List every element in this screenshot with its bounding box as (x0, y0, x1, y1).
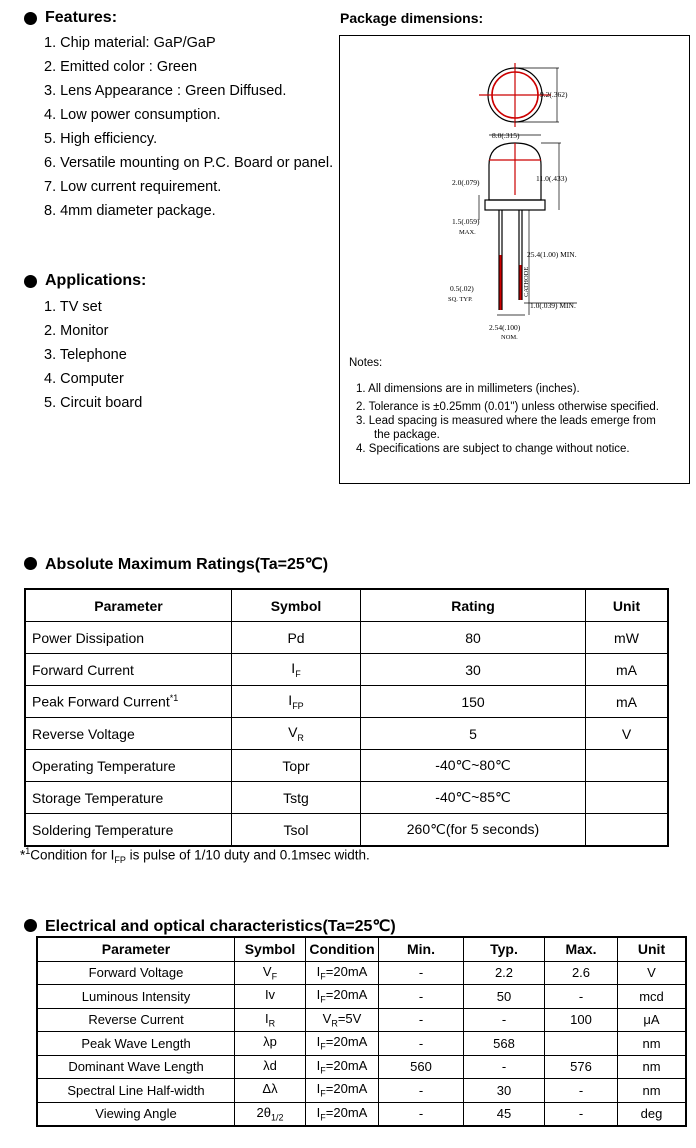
col-header: Min. (379, 937, 464, 961)
cell-unit: V (618, 961, 687, 985)
table-row (37, 1008, 686, 1032)
dim-top-dia: 9.2(.362) (540, 90, 568, 99)
col-header: Unit (586, 589, 669, 622)
col-header: Rating (361, 589, 586, 622)
cell-unit: nm (618, 1032, 687, 1056)
dim-height: 11.0(.433) (536, 174, 567, 183)
list-item: 1. Chip material: GaP/GaP (44, 35, 216, 51)
cell-symbol: Pd (232, 622, 361, 654)
cell-unit: mW (586, 622, 669, 654)
cell-param: Forward Voltage (37, 961, 235, 985)
cell-rating: -40℃~85℃ (361, 782, 586, 814)
col-header: Typ. (464, 937, 545, 961)
cell-symbol: $2\theta_{1/2}$ (235, 1102, 306, 1126)
cell-typ: - (464, 1055, 545, 1079)
cell-symbol: Topr (232, 750, 361, 782)
dim-lead-len: 25.4(1.00) MIN. (527, 250, 577, 259)
cell-param: Spectral Line Half-width (37, 1079, 235, 1103)
note-item: 2. Tolerance is ±0.25mm (0.01") unless otherwise specified. (356, 401, 659, 413)
cell-min: - (379, 961, 464, 985)
list-item: 3. Telephone (44, 347, 127, 363)
cell-min: - (379, 1102, 464, 1126)
cell-symbol: λp (235, 1032, 306, 1056)
cell-symbol: Tstg (232, 782, 361, 814)
cell-condition: $I_F=20mA$ (306, 1102, 379, 1126)
cell-min: 560 (379, 1055, 464, 1079)
notes-title: Notes: (349, 357, 383, 369)
cell-rating: 150 (361, 686, 586, 718)
cell-typ: 568 (464, 1032, 545, 1056)
dim-body-dia: 8.0(.315) (492, 131, 520, 140)
cell-unit (586, 782, 669, 814)
dim-max-label: MAX. (459, 229, 476, 236)
cell-unit: mA (586, 654, 669, 686)
cell-symbol: $V_F$ (235, 961, 306, 985)
cell-param: Peak Forward Current$^{*1}$ (25, 686, 232, 718)
table-row (37, 1102, 686, 1126)
table-row (25, 718, 668, 750)
cell-rating: -40℃~80℃ (361, 750, 586, 782)
list-item: 4. Computer (44, 371, 124, 387)
dim-lead-sq: 0.5(.02) (450, 284, 474, 293)
col-header: Unit (618, 937, 687, 961)
cell-min: - (379, 985, 464, 1009)
notes-list (356, 382, 686, 456)
abs-max-title: Absolute Maximum Ratings(Ta=25℃) (45, 556, 329, 573)
cell-rating: 30 (361, 654, 586, 686)
package-title: Package dimensions: (340, 10, 484, 26)
cell-param: Dominant Wave Length (37, 1055, 235, 1079)
cell-symbol: $I_F$ (232, 654, 361, 686)
package-drawing (339, 35, 690, 355)
cell-rating: 260℃(for 5 seconds) (361, 814, 586, 847)
note-continuation: the package. (374, 429, 440, 441)
dim-nom: NOM. (501, 334, 518, 341)
table-row (25, 622, 668, 654)
cell-param: Storage Temperature (25, 782, 232, 814)
eoc-title: Electrical and optical characteristics(Ta=25℃) (45, 918, 396, 935)
cell-min: - (379, 1008, 464, 1032)
table-header-row (37, 937, 686, 961)
cell-unit: μA (618, 1008, 687, 1032)
cell-unit: mA (586, 686, 669, 718)
cell-max: 576 (545, 1055, 618, 1079)
cell-max: - (545, 1079, 618, 1103)
table-header-row (25, 589, 668, 622)
table-row (25, 686, 668, 718)
note-item (356, 428, 686, 442)
cell-symbol: λd (235, 1055, 306, 1079)
cell-typ: 50 (464, 985, 545, 1009)
cell-condition: $V_R=5V$ (306, 1008, 379, 1032)
dim-max-resin: 1.5(.059) (452, 217, 480, 226)
table-row (25, 750, 668, 782)
list-item: 6. Versatile mounting on P.C. Board or panel. (44, 155, 334, 171)
cell-max: - (545, 1102, 618, 1126)
col-header: Max. (545, 937, 618, 961)
col-header: Symbol (232, 589, 361, 622)
applications-title: Applications: (45, 272, 147, 289)
cell-param: Forward Current (25, 654, 232, 686)
cell-max: 100 (545, 1008, 618, 1032)
cell-min: - (379, 1032, 464, 1056)
table-row (37, 961, 686, 985)
cell-param: Viewing Angle (37, 1102, 235, 1126)
note-item: 1. All dimensions are in millimeters (inches). (356, 383, 580, 395)
eoc-table (36, 936, 687, 1127)
cell-min: - (379, 1079, 464, 1103)
cell-unit (586, 814, 669, 847)
applications-list (44, 295, 142, 415)
list-item: 8. 4mm diameter package. (44, 203, 216, 219)
col-header: Symbol (235, 937, 306, 961)
list-item: 2. Monitor (44, 323, 109, 339)
cell-typ: - (464, 1008, 545, 1032)
cell-rating: 80 (361, 622, 586, 654)
cell-max: - (545, 985, 618, 1009)
features-bullet (24, 12, 37, 25)
abs-max-table (24, 588, 669, 847)
list-item: 5. High efficiency. (44, 131, 158, 147)
note-item: 4. Specifications are subject to change without notice. (356, 443, 630, 455)
cell-param: Power Dissipation (25, 622, 232, 654)
list-item: 2. Emitted color : Green (44, 59, 198, 75)
cell-condition: $I_F=20mA$ (306, 1079, 379, 1103)
dim-lead-min: 1.0(.039) MIN. (530, 301, 576, 310)
cell-symbol: Δλ (235, 1079, 306, 1103)
list-item: 1. TV set (44, 299, 102, 315)
cell-condition: $I_F=20mA$ (306, 1032, 379, 1056)
cell-param: Peak Wave Length (37, 1032, 235, 1056)
list-item: 7. Low current requirement. (44, 179, 222, 195)
cell-param: Operating Temperature (25, 750, 232, 782)
cell-symbol: $I_R$ (235, 1008, 306, 1032)
table-row (25, 654, 668, 686)
cell-rating: 5 (361, 718, 586, 750)
cell-max: 2.6 (545, 961, 618, 985)
cell-unit (586, 750, 669, 782)
table-row (37, 985, 686, 1009)
eoc-bullet (24, 919, 37, 932)
cell-symbol: Iv (235, 985, 306, 1009)
col-header: Parameter (25, 589, 232, 622)
cell-typ: 30 (464, 1079, 545, 1103)
cell-condition: $I_F=20mA$ (306, 985, 379, 1009)
features-title: Features: (45, 9, 118, 26)
table-row (25, 782, 668, 814)
dim-spacing: 2.54(.100) (489, 323, 521, 332)
list-item: 3. Lens Appearance : Green Diffused. (44, 83, 287, 99)
cell-param: Reverse Voltage (25, 718, 232, 750)
table-row (25, 814, 668, 847)
note-item: 3. Lead spacing is measured where the leads emerge from (356, 415, 656, 427)
cell-unit: V (586, 718, 669, 750)
col-header: Parameter (37, 937, 235, 961)
features-list (44, 31, 333, 223)
cathode-label: CATHODE (523, 266, 530, 297)
cell-typ: 45 (464, 1102, 545, 1126)
cell-condition: $I_F=20mA$ (306, 961, 379, 985)
col-header: Condition (306, 937, 379, 961)
abs-max-footnote: *$^1$Condition for $I_{FP}$ is pulse of 1/10 duty and 0.1msec width. (20, 846, 370, 866)
cell-symbol: $I_{FP}$ (232, 686, 361, 718)
list-item: 4. Low power consumption. (44, 107, 221, 123)
cell-param: Luminous Intensity (37, 985, 235, 1009)
cell-condition: $I_F=20mA$ (306, 1055, 379, 1079)
cell-param: Soldering Temperature (25, 814, 232, 847)
cell-symbol: $V_R$ (232, 718, 361, 750)
abs-max-bullet (24, 557, 37, 570)
cell-unit: deg (618, 1102, 687, 1126)
cell-unit: mcd (618, 985, 687, 1009)
table-row (37, 1032, 686, 1056)
cell-unit: nm (618, 1079, 687, 1103)
cell-param: Reverse Current (37, 1008, 235, 1032)
dim-sq-typ: SQ. TYP. (448, 296, 473, 303)
applications-bullet (24, 275, 37, 288)
table-row (37, 1079, 686, 1103)
list-item: 5. Circuit board (44, 395, 143, 411)
cell-unit: nm (618, 1055, 687, 1079)
cell-typ: 2.2 (464, 961, 545, 985)
cell-max (545, 1032, 618, 1056)
dim-flange: 2.0(.079) (452, 178, 480, 187)
cell-symbol: Tsol (232, 814, 361, 847)
table-row (37, 1055, 686, 1079)
